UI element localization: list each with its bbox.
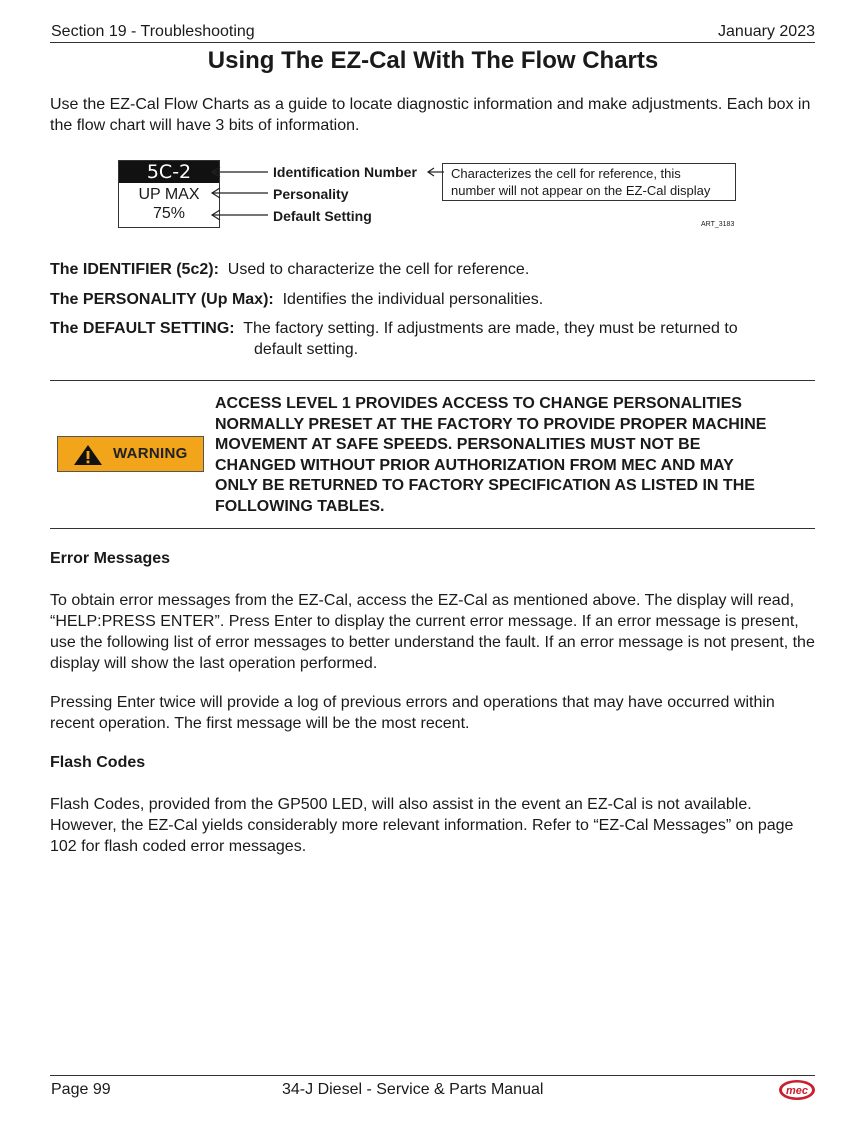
flash-codes-paragraph: Flash Codes, provided from the GP500 LED, will also assist in the event an EZ-Cal is not available. However, the EZ-Cal yields considerably more relevant information. Refer to “EZ-Cal Messages” on page 102 for flash coded error messages. — [50, 796, 794, 855]
warning-label: WARNING — [113, 445, 188, 462]
footer-page-number: Page 99 — [51, 1081, 111, 1098]
warning-triangle-icon — [73, 444, 103, 466]
figure-note-line2: number will not appear on the EZ-Cal display — [451, 183, 711, 198]
flash-codes-heading: Flash Codes — [50, 754, 146, 771]
warning-line: MOVEMENT AT SAFE SPEEDS. PERSONALITIES MUST NOT BE — [215, 436, 701, 453]
definition-term: The IDENTIFIER (5c2): — [50, 261, 219, 278]
header-section: Section 19 - Troubleshooting — [51, 23, 255, 40]
error-messages-paragraph-1: To obtain error messages from the EZ-Cal, access the EZ-Cal as mentioned above. The display will read, “HELP:PRESS ENTER”. Press Enter to display the current error message. If an error message is present, use the following list of error messages to better understand the fault. If an error message is not present, the display will show the last operation performed. — [50, 592, 815, 672]
cell-default-setting: 75% — [152, 205, 186, 222]
definition-identifier — [50, 259, 815, 280]
header-divider — [50, 42, 815, 43]
page-title: Using The EZ-Cal With The Flow Charts — [207, 47, 659, 74]
svg-text:mec: mec — [785, 1085, 809, 1097]
warning-top-divider — [50, 380, 815, 381]
definition-term: The DEFAULT SETTING: — [50, 320, 235, 337]
warning-line: ACCESS LEVEL 1 PROVIDES ACCESS TO CHANGE PERSONALITIES — [215, 395, 742, 412]
header-date: January 2023 — [718, 23, 815, 40]
definition-desc: The factory setting. If adjustments are made, they must be returned to — [243, 320, 738, 337]
definition-desc: Used to characterize the cell for reference. — [227, 261, 530, 278]
figure-note-box — [442, 163, 736, 201]
footer-manual-title: 34-J Diesel - Service & Parts Manual — [282, 1081, 544, 1098]
label-identification-number: Identification Number — [273, 164, 417, 180]
definition-default-setting — [50, 318, 815, 360]
warning-line: CHANGED WITHOUT PRIOR AUTHORIZATION FROM MEC AND MAY — [215, 456, 734, 474]
label-personality: Personality — [273, 186, 349, 202]
warning-line: FOLLOWING TABLES. — [215, 497, 385, 515]
definition-term: The PERSONALITY (Up Max): — [50, 291, 274, 308]
definition-desc-continued: default setting. — [254, 341, 359, 358]
error-messages-paragraph-2: Pressing Enter twice will provide a log of previous errors and operations that may have occurred within recent operation. The first message will be the most recent. — [50, 694, 775, 732]
error-messages-heading: Error Messages — [50, 550, 171, 567]
intro-paragraph: Use the EZ-Cal Flow Charts as a guide to locate diagnostic information and make adjustments. Each box in the flow chart will have 3 bits of information. — [50, 96, 811, 134]
warning-line: ONLY BE RETURNED TO FACTORY SPECIFICATION AS LISTED IN THE — [215, 477, 755, 494]
warning-text — [215, 394, 815, 517]
footer-divider — [50, 1075, 815, 1076]
art-code: ART_3183 — [701, 221, 735, 228]
cell-identification-number: 5C-2 — [119, 161, 219, 183]
warning-line: NORMALLY PRESET AT THE FACTORY TO PROVIDE PROPER MACHINE — [215, 415, 767, 433]
figure-note-line1: Characterizes the cell for reference, this — [451, 166, 681, 181]
warning-badge — [57, 436, 204, 472]
warning-bottom-divider — [50, 528, 815, 529]
cell-personality: UP MAX — [138, 186, 200, 203]
mec-logo — [778, 1079, 816, 1101]
label-default-setting: Default Setting — [273, 208, 372, 224]
definition-personality — [50, 289, 815, 310]
definition-desc: Identifies the individual personalities. — [282, 291, 544, 308]
